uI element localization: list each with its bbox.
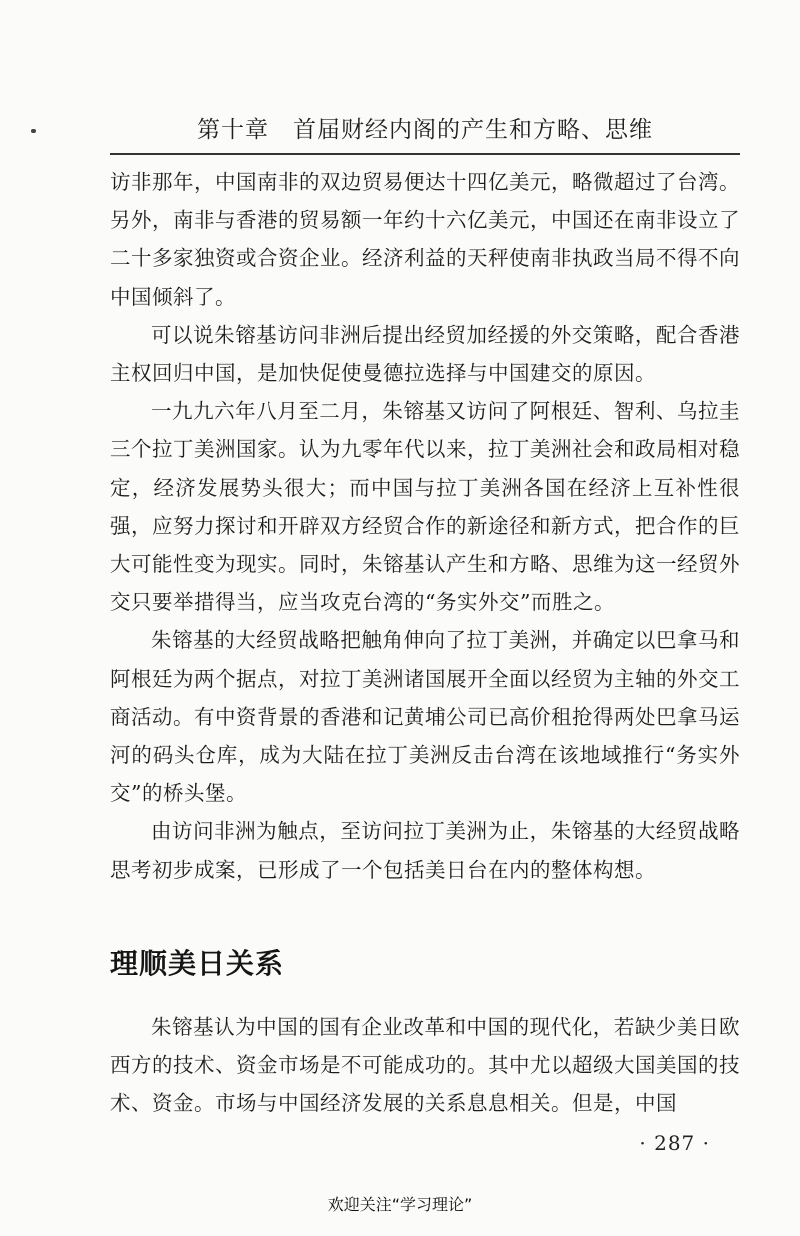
section-paragraph-1: 朱镕基认为中国的国有企业改革和中国的现代化，若缺少美日欧西方的技术、资金市场是不可能成功的。其中尤以超级大国美国的技术、资金。市场与中国经济发展的关系息息相关。但是，中国 bbox=[110, 1015, 740, 1116]
stray-ink-mark bbox=[31, 129, 36, 133]
paragraph-3: 一九九六年八月至二月，朱镕基又访问了阿根廷、智利、乌拉圭三个拉丁美洲国家。认为九零年代以来，拉丁美洲社会和政局相对稳定，经济发展势头很大；而中国与拉丁美洲各国在经济上互补性很强，应努力探讨和开辟双方经贸合作的新途径和新方式，把合作的巨大可能性变为现实。同时，朱镕基认产生和方略、思维为这一经贸外交只要举措得当，应当攻克台湾的“务实外交”而胜之。 bbox=[110, 399, 740, 615]
footer-note: 欢迎关注“学习理论” bbox=[327, 1195, 473, 1214]
section-text bbox=[110, 1008, 740, 1123]
chapter-header: 第十章 首届财经内阁的产生和方略、思维 bbox=[110, 113, 740, 155]
paragraph-1: 访非那年，中国南非的双边贸易便达十四亿美元，略微超过了台湾。另外，南非与香港的贸易额一年约十六亿美元，中国还在南非设立了二十多家独资或合资企业。经济利益的天秤使南非执政当局不得不向中国倾斜了。 bbox=[110, 170, 740, 309]
paragraph-2: 可以说朱镕基访问非洲后提出经贸加经援的外交策略，配合香港主权回归中国，是加快促使曼德拉选择与中国建交的原因。 bbox=[110, 322, 740, 386]
main-text bbox=[110, 163, 740, 889]
section-title: 理顺美日关系 bbox=[110, 947, 285, 980]
page-number: · 287 · bbox=[639, 1131, 710, 1155]
paragraph-4: 朱镕基的大经贸战略把触角伸向了拉丁美洲，并确定以巴拿马和阿根廷为两个据点，对拉丁美洲诸国展开全面以经贸为主轴的外交工商活动。有中资背景的香港和记黄埔公司已高价租抢得两处巴拿马运河的码头仓库，成为大陆在拉丁美洲反击台湾在该地域推行“务实外交”的桥头堡。 bbox=[110, 628, 740, 806]
paragraph-5: 由访问非洲为触点，至访问拉丁美洲为止，朱镕基的大经贸战略思考初步成案，已形成了一个包括美日台在内的整体构想。 bbox=[110, 819, 740, 882]
